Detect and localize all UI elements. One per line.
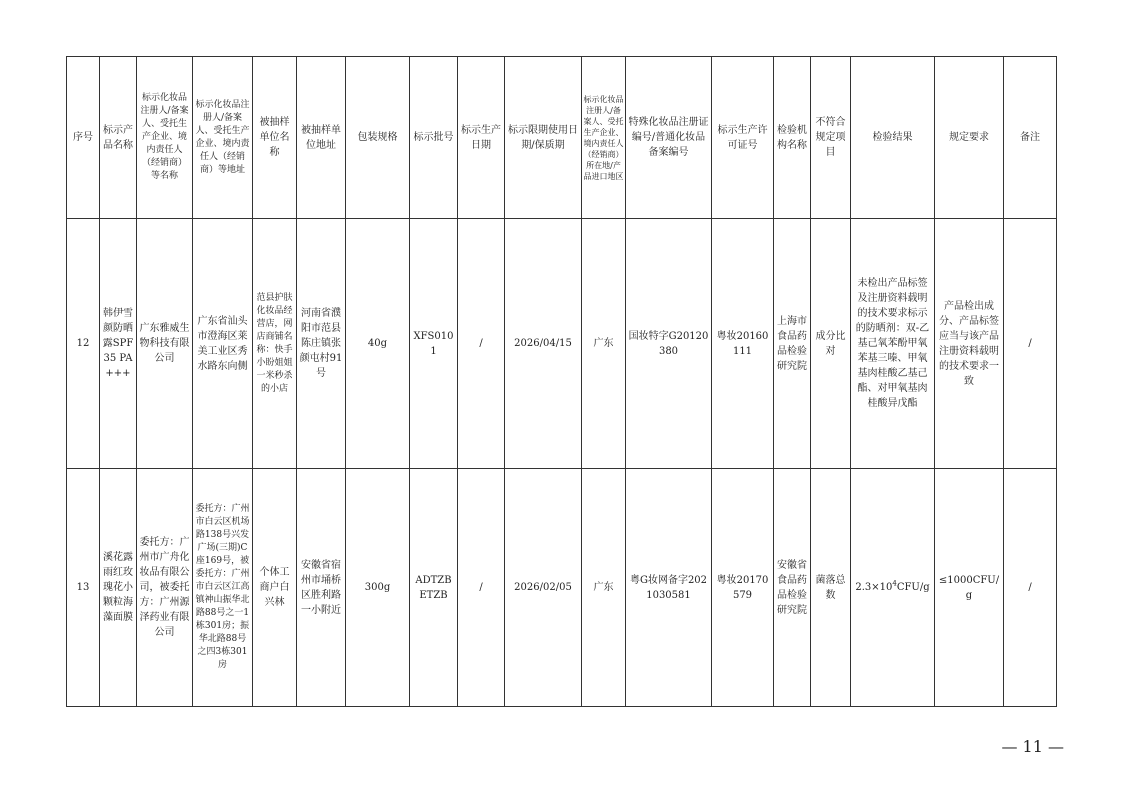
cell-registration-no: 粤G妆网备字2021030581: [626, 469, 712, 707]
header-production-date: 标示生产日期: [458, 57, 505, 219]
header-production-license: 标示生产许可证号: [712, 57, 774, 219]
header-institution: 检验机构名称: [774, 57, 811, 219]
cell-serial-no: 13: [67, 469, 100, 707]
cell-expiry-date: 2026/02/05: [505, 469, 582, 707]
cell-package-spec: 300g: [346, 469, 410, 707]
cell-nonconforming-item: 成分比对: [811, 219, 851, 469]
cell-remark: /: [1004, 219, 1057, 469]
header-serial-no: 序号: [67, 57, 100, 219]
header-package-spec: 包装规格: [346, 57, 410, 219]
table-row: [67, 469, 1057, 707]
cell-production-date: /: [458, 219, 505, 469]
result-unit: CFU/g: [896, 582, 930, 593]
table-row: [67, 219, 1057, 469]
cell-serial-no: 12: [67, 219, 100, 469]
cell-sampled-unit-name: 范县护肤化妆品经营店，网店商铺名称：快手小盼姐姐一米秒杀的小店: [253, 219, 297, 469]
cell-institution: 上海市食品药品检验研究院: [774, 219, 811, 469]
cell-test-result: 未检出产品标签及注册资料载明的技术要求标示的防晒剂：双-乙基己氧苯酚甲氧苯基三嗪、甲氧基肉桂酸乙基己酯、对甲氧基肉桂酸异戊酯: [851, 219, 935, 469]
cell-company-name: 广东雅威生物科技有限公司: [137, 219, 193, 469]
cell-production-date: /: [458, 469, 505, 707]
cell-company-address: 广东省汕头市澄海区莱美工业区秀水路东向侧: [193, 219, 253, 469]
cell-registration-no: 国妆特字G20120380: [626, 219, 712, 469]
cell-region: 广东: [582, 219, 626, 469]
inspection-result-table: [66, 56, 1057, 707]
header-registration-no: 特殊化妆品注册证编号/普通化妆品备案编号: [626, 57, 712, 219]
header-product-name: 标示产品名称: [100, 57, 137, 219]
cell-sampled-unit-name: 个体工商户白兴林: [253, 469, 297, 707]
header-nonconforming-item: 不符合规定项目: [811, 57, 851, 219]
result-exponent: 4: [892, 579, 897, 588]
cell-requirement: ≤1000CFU/g: [935, 469, 1004, 707]
cell-product-name: 韩伊雪颜防晒露SPF35 PA+++: [100, 219, 137, 469]
cell-batch-no: XFS0101: [410, 219, 458, 469]
header-test-result: 检验结果: [851, 57, 935, 219]
header-sampled-unit-name: 被抽样单位名称: [253, 57, 297, 219]
cell-product-name: 溪花露雨红玫瑰花小颗粒海藻面膜: [100, 469, 137, 707]
header-region: 标示化妆品注册人/备案人、受托生产企业、境内责任人（经销商）所在地/产品进口地区: [582, 57, 626, 219]
cell-remark: /: [1004, 469, 1057, 707]
cell-region: 广东: [582, 469, 626, 707]
cell-production-license: 粤妆20170579: [712, 469, 774, 707]
page-number: — 11 —: [1001, 737, 1064, 756]
cell-company-name: 委托方：广州市广舟化妆品有限公司，被委托方：广州源泽药业有限公司: [137, 469, 193, 707]
header-batch-no: 标示批号: [410, 57, 458, 219]
cell-package-spec: 40g: [346, 219, 410, 469]
cell-company-address: 委托方：广州市白云区机场路138号兴发广场(三期)C座169号，被委托方：广州市白云区江高镇神山振华北路88号之一1栋301房；振华北路88号之四3栋301房: [193, 469, 253, 707]
table-header-row: [67, 57, 1057, 219]
header-company-address: 标示化妆品注册人/备案人、受托生产企业、境内责任人（经销商）等地址: [193, 57, 253, 219]
cell-test-result: [851, 469, 935, 707]
cell-expiry-date: 2026/04/15: [505, 219, 582, 469]
cell-sampled-unit-address: 安徽省宿州市埇桥区胜利路一小附近: [297, 469, 346, 707]
cell-institution: 安徽省食品药品检验研究院: [774, 469, 811, 707]
header-remark: 备注: [1004, 57, 1057, 219]
cell-requirement: 产品检出成分、产品标签应当与该产品注册资料载明的技术要求一致: [935, 219, 1004, 469]
header-requirement: 规定要求: [935, 57, 1004, 219]
cell-sampled-unit-address: 河南省濮阳市范县陈庄镇张颜屯村91号: [297, 219, 346, 469]
result-base: 2.3×10: [855, 582, 893, 593]
header-expiry-date: 标示限期使用日期/保质期: [505, 57, 582, 219]
header-sampled-unit-address: 被抽样单位地址: [297, 57, 346, 219]
cell-batch-no: ADTZBETZB: [410, 469, 458, 707]
cell-production-license: 粤妆20160111: [712, 219, 774, 469]
header-company-name: 标示化妆品注册人/备案人、受托生产企业、境内责任人（经销商）等名称: [137, 57, 193, 219]
cell-nonconforming-item: 菌落总数: [811, 469, 851, 707]
